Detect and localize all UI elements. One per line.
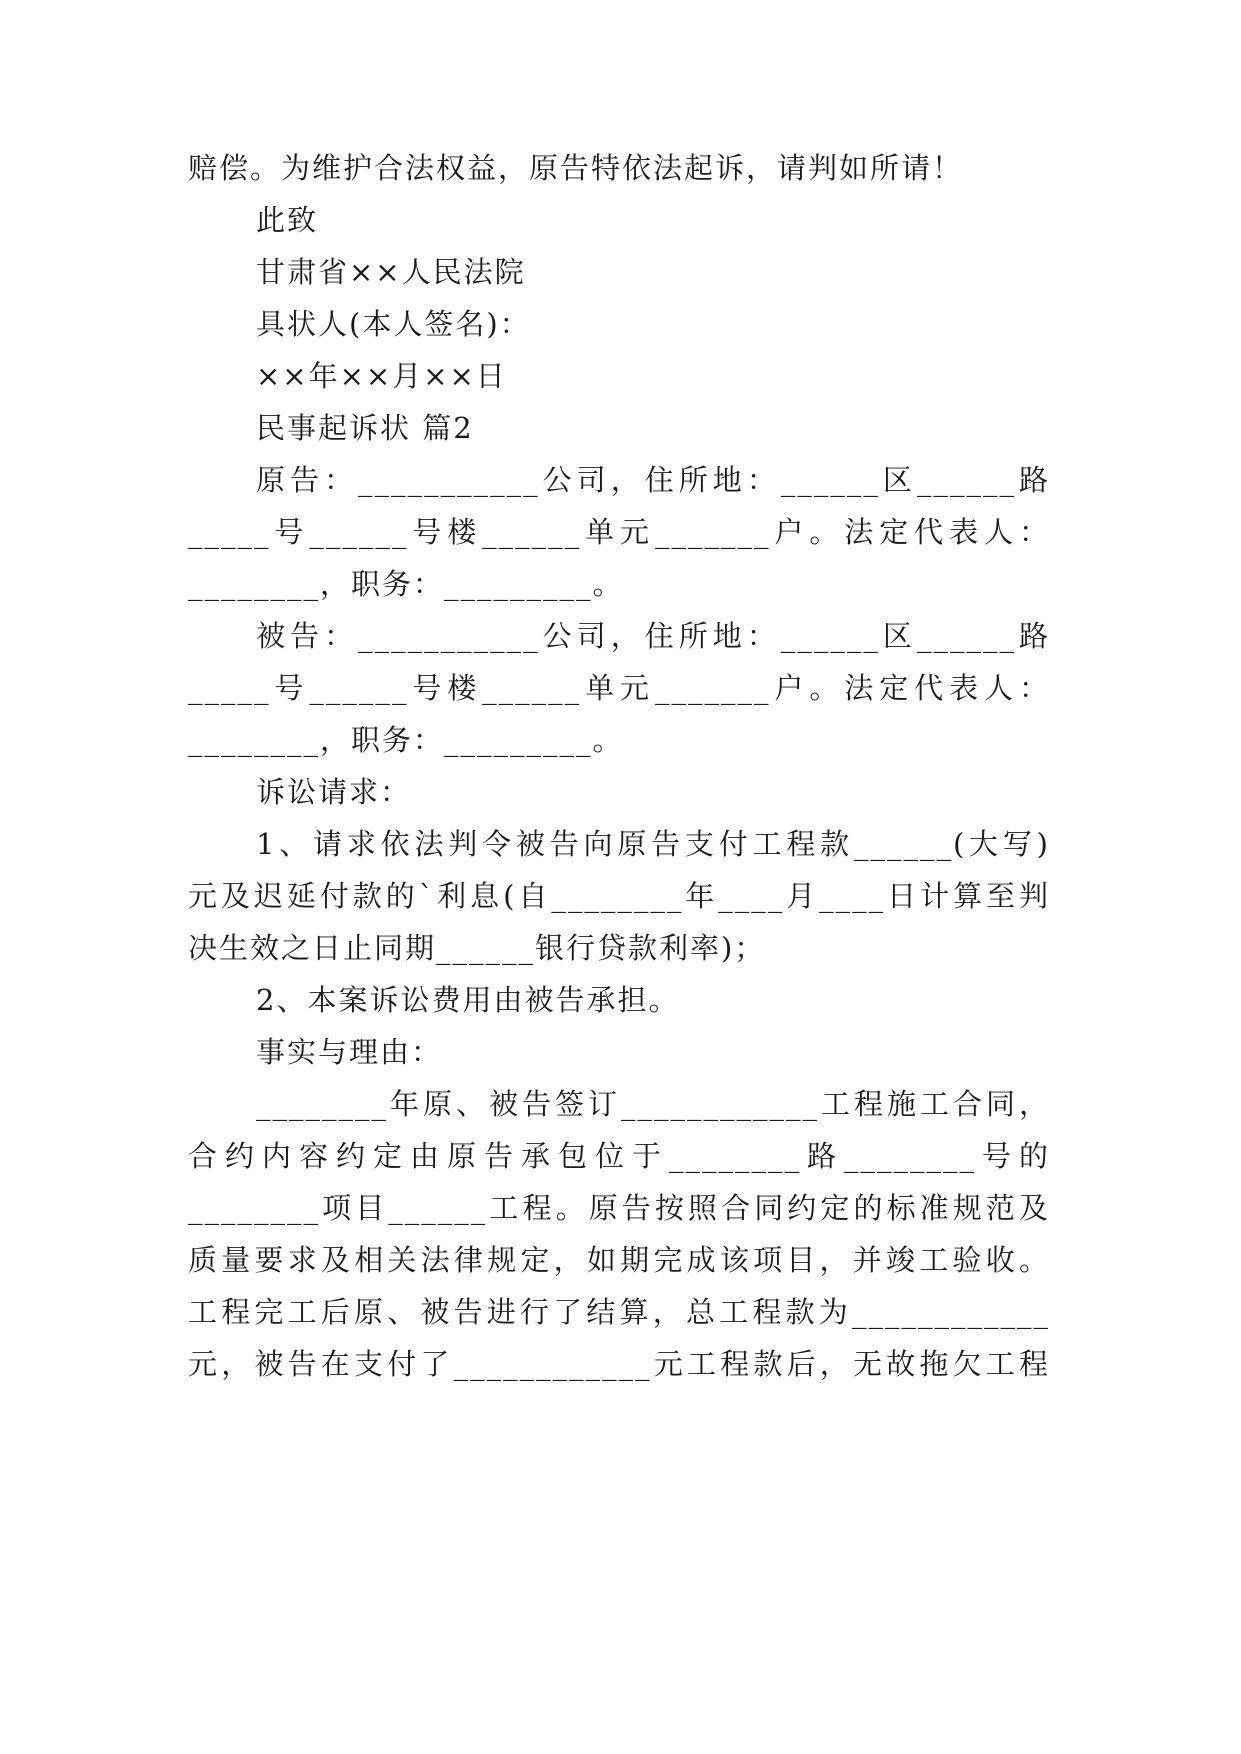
facts-line: ________项目______工程。原告按照合同约定的标准规范及 xyxy=(188,1191,1050,1225)
defendant-line: ________，职务：_________。 xyxy=(188,723,624,757)
date-line: ××年××月××日 xyxy=(256,359,507,393)
facts-line: 元，被告在支付了____________元工程款后，无故拖欠工程 xyxy=(188,1347,1050,1381)
plaintiff-line: 原告：___________公司，住所地：______区______路 xyxy=(256,463,1050,497)
court-name-line: 甘肃省××人民法院 xyxy=(256,255,526,289)
defendant-line: _____号______号楼______单元_______户。法定代表人： xyxy=(188,671,1050,705)
defendant-line: 被告：___________公司，住所地：______区______路 xyxy=(256,619,1050,653)
facts-heading: 事实与理由： xyxy=(256,1035,443,1069)
salutation-line: 此致 xyxy=(256,203,319,237)
facts-line: 质量要求及相关法律规定，如期完成该项目，并竣工验收。 xyxy=(188,1243,1050,1277)
claim-line: 1、请求依法判令被告向原告支付工程款______(大写) xyxy=(256,827,1050,861)
facts-line: 工程完工后原、被告进行了结算，总工程款为____________ xyxy=(188,1295,1050,1329)
claim-line: 决生效之日止同期______银行贷款利率)； xyxy=(188,931,766,965)
claim-line: 元及迟延付款的`利息(自________年____月____日计算至判 xyxy=(188,879,1050,913)
claim-line: 2、本案诉讼费用由被告承担。 xyxy=(256,983,680,1017)
signature-line: 具状人(本人签名)： xyxy=(256,307,531,341)
paragraph-line: 赔偿。为维护合法权益，原告特依法起诉，请判如所请！ xyxy=(188,151,964,185)
facts-line: ________年原、被告签订____________工程施工合同， xyxy=(256,1087,1050,1121)
plaintiff-line: ________，职务：_________。 xyxy=(188,567,624,601)
claims-heading: 诉讼请求： xyxy=(256,775,412,809)
section-heading: 民事起诉状 篇2 xyxy=(256,411,474,445)
plaintiff-line: _____号______号楼______单元_______户。法定代表人： xyxy=(188,515,1050,549)
facts-line: 合约内容约定由原告承包位于________路________号的 xyxy=(188,1139,1050,1173)
